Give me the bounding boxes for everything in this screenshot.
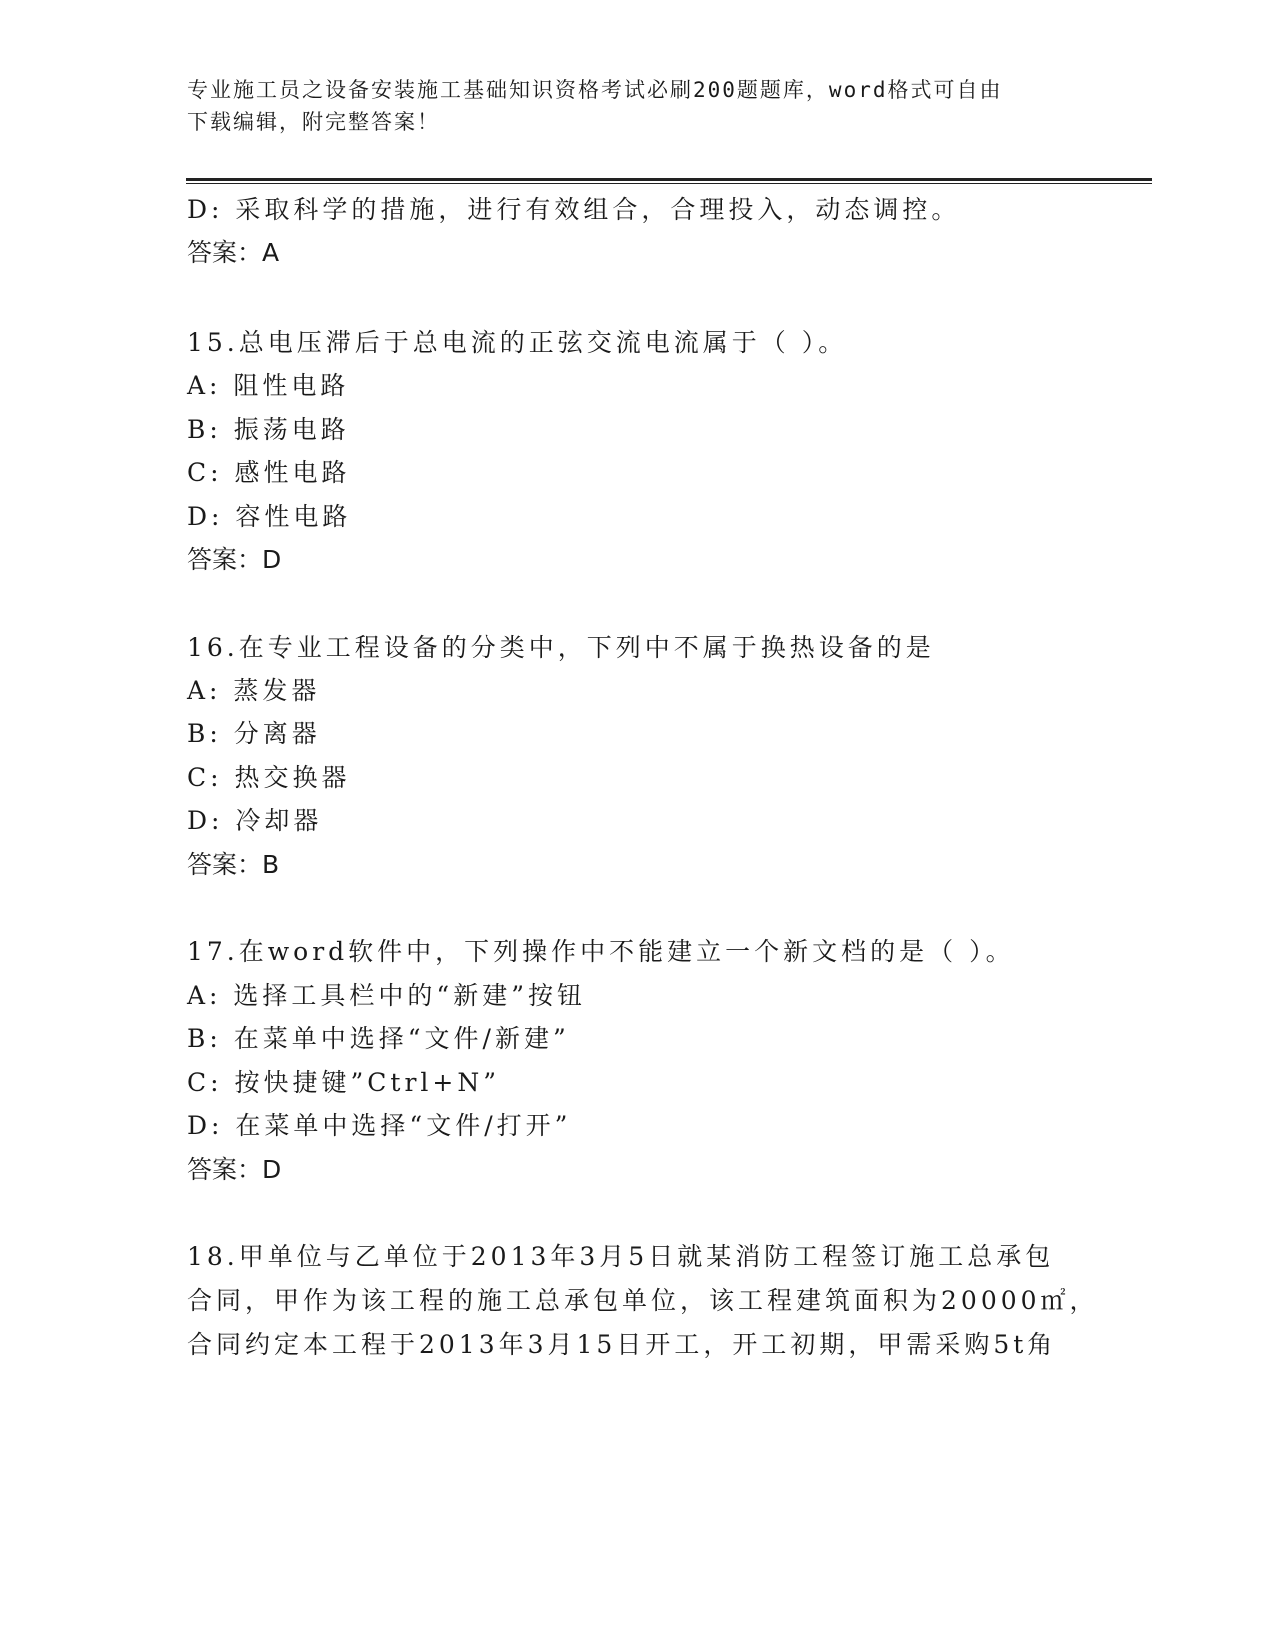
q15-stem: 15.总电压滞后于总电流的正弦交流电流属于（ ）。 (187, 328, 848, 357)
q17-option-a: A: 选择工具栏中的“新建”按钮 (187, 981, 586, 1010)
header-rule-thick (186, 178, 1152, 181)
page-header (187, 74, 1067, 138)
q16-answer: 答案：B (187, 850, 280, 879)
prev-answer: 答案：A (187, 238, 280, 267)
q17-answer: 答案：D (187, 1155, 282, 1184)
header-rule-thin (186, 183, 1152, 184)
q17-option-b: B: 在菜单中选择“文件/新建” (187, 1024, 570, 1053)
q15-option-b: B: 振荡电路 (187, 415, 350, 444)
header-line-2: 下载编辑，附完整答案！ (187, 110, 440, 134)
header-line-1: 专业施工员之设备安装施工基础知识资格考试必刷200题题库，word格式可自由 (187, 78, 1003, 102)
q17-option-d: D: 在菜单中选择“文件/打开” (187, 1111, 572, 1140)
q18-line-3: 合同约定本工程于2013年3月15日开工，开工初期，甲需采购5t角 (187, 1330, 1057, 1359)
q16-option-d: D: 冷却器 (187, 806, 323, 835)
q16-stem: 16.在专业工程设备的分类中，下列中不属于换热设备的是 (187, 633, 935, 662)
q16-option-c: C: 热交换器 (187, 763, 351, 792)
q18-line-2: 合同，甲作为该工程的施工总承包单位，该工程建筑面积为20000㎡， (187, 1286, 1099, 1315)
q15-answer: 答案：D (187, 545, 282, 574)
q15-option-c: C: 感性电路 (187, 458, 351, 487)
q16-option-b: B: 分离器 (187, 719, 321, 748)
q18-line-1: 18.甲单位与乙单位于2013年3月5日就某消防工程签订施工总承包 (187, 1242, 1055, 1271)
q15-option-a: A: 阻性电路 (187, 371, 350, 400)
q15-option-d: D: 容性电路 (187, 502, 352, 531)
prev-option-d: D: 采取科学的措施，进行有效组合，合理投入，动态调控。 (187, 195, 961, 224)
q17-stem: 17.在word软件中，下列操作中不能建立一个新文档的是（ ）。 (187, 937, 1015, 966)
q16-option-a: A: 蒸发器 (187, 676, 321, 705)
q17-option-c: C: 按快捷键”Ctrl+N” (187, 1068, 501, 1097)
